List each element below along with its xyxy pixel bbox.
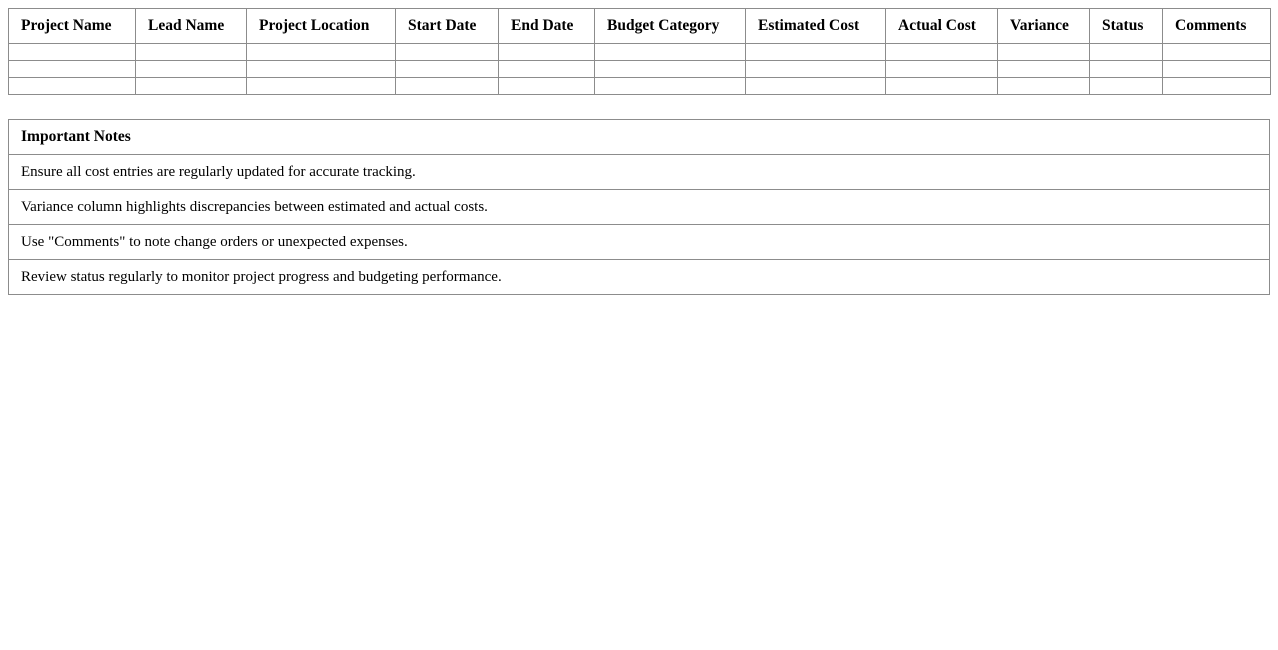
- table-cell[interactable]: [595, 44, 746, 61]
- table-cell[interactable]: [746, 78, 886, 95]
- column-header-estimated-cost: Estimated Cost: [746, 9, 886, 44]
- note-row: [9, 155, 1270, 190]
- table-cell[interactable]: [998, 78, 1090, 95]
- table-cell[interactable]: [886, 78, 998, 95]
- table-cell[interactable]: [998, 61, 1090, 78]
- table-cell[interactable]: [9, 78, 136, 95]
- note-item: Use "Comments" to note change orders or unexpected expenses.: [9, 225, 1270, 260]
- page-content: [8, 8, 1270, 295]
- table-cell[interactable]: [247, 61, 396, 78]
- table-cell[interactable]: [1163, 78, 1271, 95]
- column-header-lead-name: Lead Name: [136, 9, 247, 44]
- table-cell[interactable]: [136, 78, 247, 95]
- table-cell[interactable]: [595, 61, 746, 78]
- table-row: [9, 78, 1271, 95]
- table-cell[interactable]: [746, 61, 886, 78]
- column-header-actual-cost: Actual Cost: [886, 9, 998, 44]
- note-item: Review status regularly to monitor project progress and budgeting performance.: [9, 260, 1270, 295]
- table-cell[interactable]: [499, 44, 595, 61]
- table-cell[interactable]: [247, 44, 396, 61]
- table-cell[interactable]: [746, 44, 886, 61]
- table-cell[interactable]: [136, 44, 247, 61]
- important-notes-table: [8, 119, 1270, 295]
- table-cell[interactable]: [9, 61, 136, 78]
- budget-tracker-table: [8, 8, 1271, 95]
- table-cell[interactable]: [886, 61, 998, 78]
- column-header-project-name: Project Name: [9, 9, 136, 44]
- column-header-variance: Variance: [998, 9, 1090, 44]
- table-cell[interactable]: [1163, 44, 1271, 61]
- table-cell[interactable]: [886, 44, 998, 61]
- table-row: [9, 61, 1271, 78]
- table-cell[interactable]: [998, 44, 1090, 61]
- table-cell[interactable]: [1090, 44, 1163, 61]
- table-cell[interactable]: [136, 61, 247, 78]
- notes-title: Important Notes: [9, 120, 1270, 155]
- table-cell[interactable]: [247, 78, 396, 95]
- table-cell[interactable]: [396, 61, 499, 78]
- column-header-project-location: Project Location: [247, 9, 396, 44]
- table-cell[interactable]: [499, 61, 595, 78]
- note-row: [9, 260, 1270, 295]
- notes-header-row: [9, 120, 1270, 155]
- table-cell[interactable]: [396, 78, 499, 95]
- column-header-budget-category: Budget Category: [595, 9, 746, 44]
- note-item: Ensure all cost entries are regularly updated for accurate tracking.: [9, 155, 1270, 190]
- note-row: [9, 225, 1270, 260]
- column-header-end-date: End Date: [499, 9, 595, 44]
- column-header-start-date: Start Date: [396, 9, 499, 44]
- table-row: [9, 44, 1271, 61]
- column-header-comments: Comments: [1163, 9, 1271, 44]
- table-cell[interactable]: [1090, 61, 1163, 78]
- table-cell[interactable]: [396, 44, 499, 61]
- column-header-status: Status: [1090, 9, 1163, 44]
- table-cell[interactable]: [9, 44, 136, 61]
- table-cell[interactable]: [595, 78, 746, 95]
- table-cell[interactable]: [1163, 61, 1271, 78]
- note-row: [9, 190, 1270, 225]
- table-cell[interactable]: [1090, 78, 1163, 95]
- table-header-row: [9, 9, 1271, 44]
- note-item: Variance column highlights discrepancies between estimated and actual costs.: [9, 190, 1270, 225]
- table-cell[interactable]: [499, 78, 595, 95]
